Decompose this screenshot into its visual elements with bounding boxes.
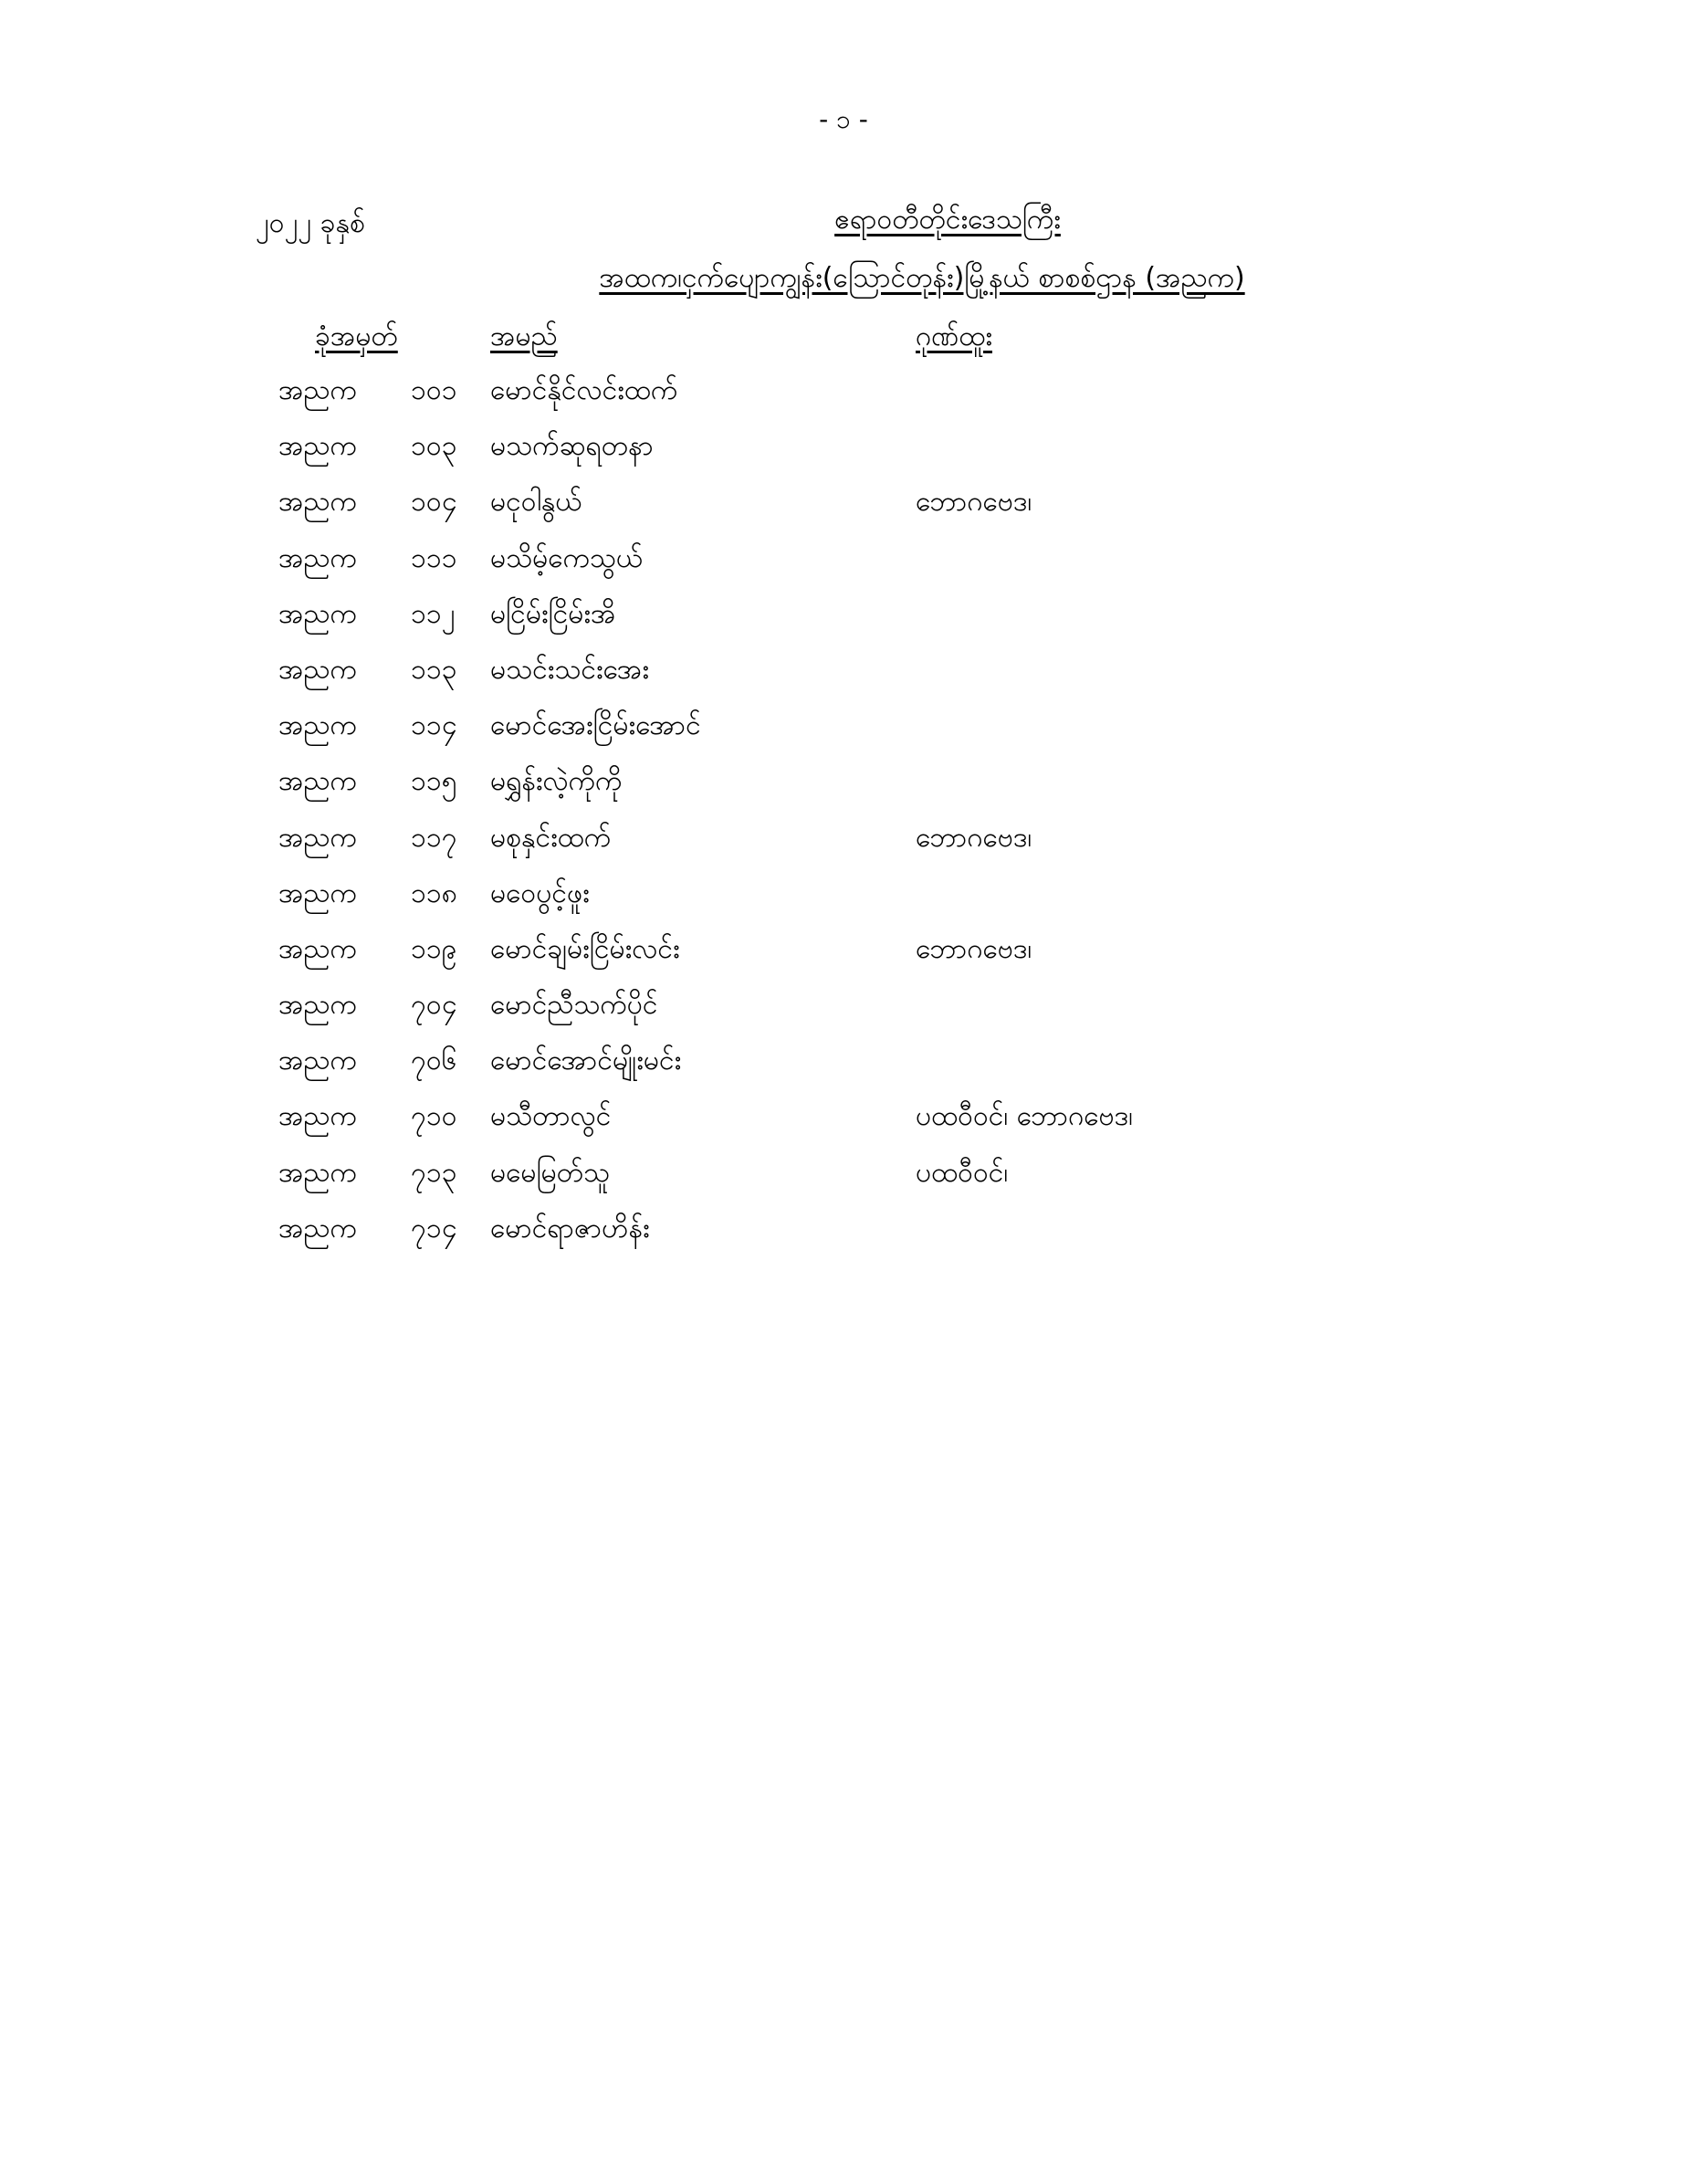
- roll-number: ၁၀၄: [411, 486, 457, 519]
- distinction: ဘောဂဗေဒ၊: [916, 932, 1032, 965]
- roll-prefix: အညက: [278, 541, 357, 574]
- result-row: [0, 484, 1687, 540]
- roll-prefix: အညက: [278, 989, 357, 1022]
- roll-number: ၁၁၁: [411, 541, 457, 574]
- distinction: ဘောဂဗေဒ၊: [916, 821, 1032, 854]
- column-header-name: အမည်: [490, 320, 558, 352]
- student-name: မောင်အေးငြိမ်းအောင်: [490, 709, 701, 742]
- roll-number: ၁၁၅: [411, 765, 457, 798]
- student-name: မသင်းသင်းအေး: [490, 653, 649, 686]
- roll-prefix: အညက: [278, 430, 357, 463]
- result-row: [0, 820, 1687, 876]
- result-row: [0, 1043, 1687, 1098]
- exam-year: ၂၀၂၂ ခုနှစ်: [256, 207, 365, 239]
- roll-prefix: အညက: [278, 486, 357, 519]
- student-name: မငြိမ်းငြိမ်းအိ: [490, 597, 616, 630]
- result-row: [0, 541, 1687, 596]
- roll-prefix: အညက: [278, 1100, 357, 1133]
- region-title: ဧရာဝတီတိုင်းဒေသကြီး: [834, 204, 1061, 236]
- result-row: [0, 708, 1687, 763]
- result-row: [0, 1098, 1687, 1154]
- student-name: မောင်ချမ်းငြိမ်းလင်း: [490, 932, 680, 965]
- result-row: [0, 763, 1687, 819]
- roll-number: ၇၁၃: [411, 1156, 457, 1189]
- column-header-roll-number: ခုံအမှတ်: [315, 320, 398, 352]
- result-row: [0, 373, 1687, 428]
- roll-prefix: အညက: [278, 1212, 357, 1244]
- roll-number: ၁၁၈: [411, 877, 457, 909]
- roll-prefix: အညက: [278, 765, 357, 798]
- result-row: [0, 652, 1687, 708]
- roll-prefix: အညက: [278, 653, 357, 686]
- result-row: [0, 428, 1687, 484]
- exam-center-title: အထက၊ငှက်ပျောကျွန်း(ဩောင်တုန်း)မြို့နယ် စာစစ်ဌာန (အညက): [599, 262, 1245, 294]
- roll-prefix: အညက: [278, 1045, 357, 1077]
- result-row: [0, 1155, 1687, 1211]
- result-row: [0, 931, 1687, 987]
- roll-number: ၁၁၃: [411, 653, 457, 686]
- roll-prefix: အညက: [278, 821, 357, 854]
- roll-prefix: အညက: [278, 932, 357, 965]
- roll-number: ၁၁၇: [411, 821, 457, 854]
- result-row: [0, 876, 1687, 931]
- roll-number: ၁၁၂: [411, 597, 456, 630]
- roll-number: ၇၁၀: [411, 1100, 457, 1133]
- result-row: [0, 987, 1687, 1043]
- result-row: [0, 1211, 1687, 1266]
- student-name: မသီတာလွင်: [490, 1100, 612, 1133]
- student-name: မသက်ဆုရတနာ: [490, 430, 654, 463]
- student-name: မောင်ညီသက်ပိုင်: [490, 989, 658, 1022]
- student-name: မသိမ့်ကေသွယ်: [490, 541, 644, 574]
- column-header-distinction: ဂုဏ်ထူး: [916, 320, 992, 352]
- roll-number: ၇၁၄: [411, 1212, 457, 1244]
- distinction: ဘောဂဗေဒ၊: [916, 486, 1032, 519]
- roll-prefix: အညက: [278, 709, 357, 742]
- student-name: မောင်နိုင်လင်းထက်: [490, 374, 678, 406]
- roll-number: ၇၀၄: [411, 989, 457, 1022]
- roll-prefix: အညက: [278, 374, 357, 406]
- result-row: [0, 596, 1687, 652]
- roll-number: ၁၁၄: [411, 709, 457, 742]
- student-name: မငုဝါနွယ်: [490, 486, 582, 519]
- student-name: မရွှန်းလဲ့ကိုကို: [490, 765, 623, 798]
- roll-number: ၁၀၁: [411, 374, 457, 406]
- roll-number: ၁၀၃: [411, 430, 457, 463]
- roll-prefix: အညက: [278, 1156, 357, 1189]
- page-number: - ၁ -: [819, 104, 868, 134]
- student-name: မဝေပွင့်ဖူး: [490, 877, 590, 909]
- student-name: မောင်ရာဇာဟိန်း: [490, 1212, 650, 1244]
- roll-prefix: အညက: [278, 877, 357, 909]
- distinction: ပထဝီဝင်၊: [916, 1156, 1009, 1189]
- roll-number: ၇၀၆: [411, 1045, 457, 1077]
- student-name: မမေမြတ်သူ: [490, 1156, 610, 1189]
- distinction: ပထဝီဝင်၊ ဘောဂဗေဒ၊: [916, 1100, 1134, 1133]
- roll-number: ၁၁၉: [411, 932, 457, 965]
- roll-prefix: အညက: [278, 597, 357, 630]
- student-name: မောင်အောင်မျိုးမင်း: [490, 1045, 682, 1077]
- student-name: မစုနှင်းထက်: [490, 821, 612, 854]
- results-list: [0, 373, 1687, 1266]
